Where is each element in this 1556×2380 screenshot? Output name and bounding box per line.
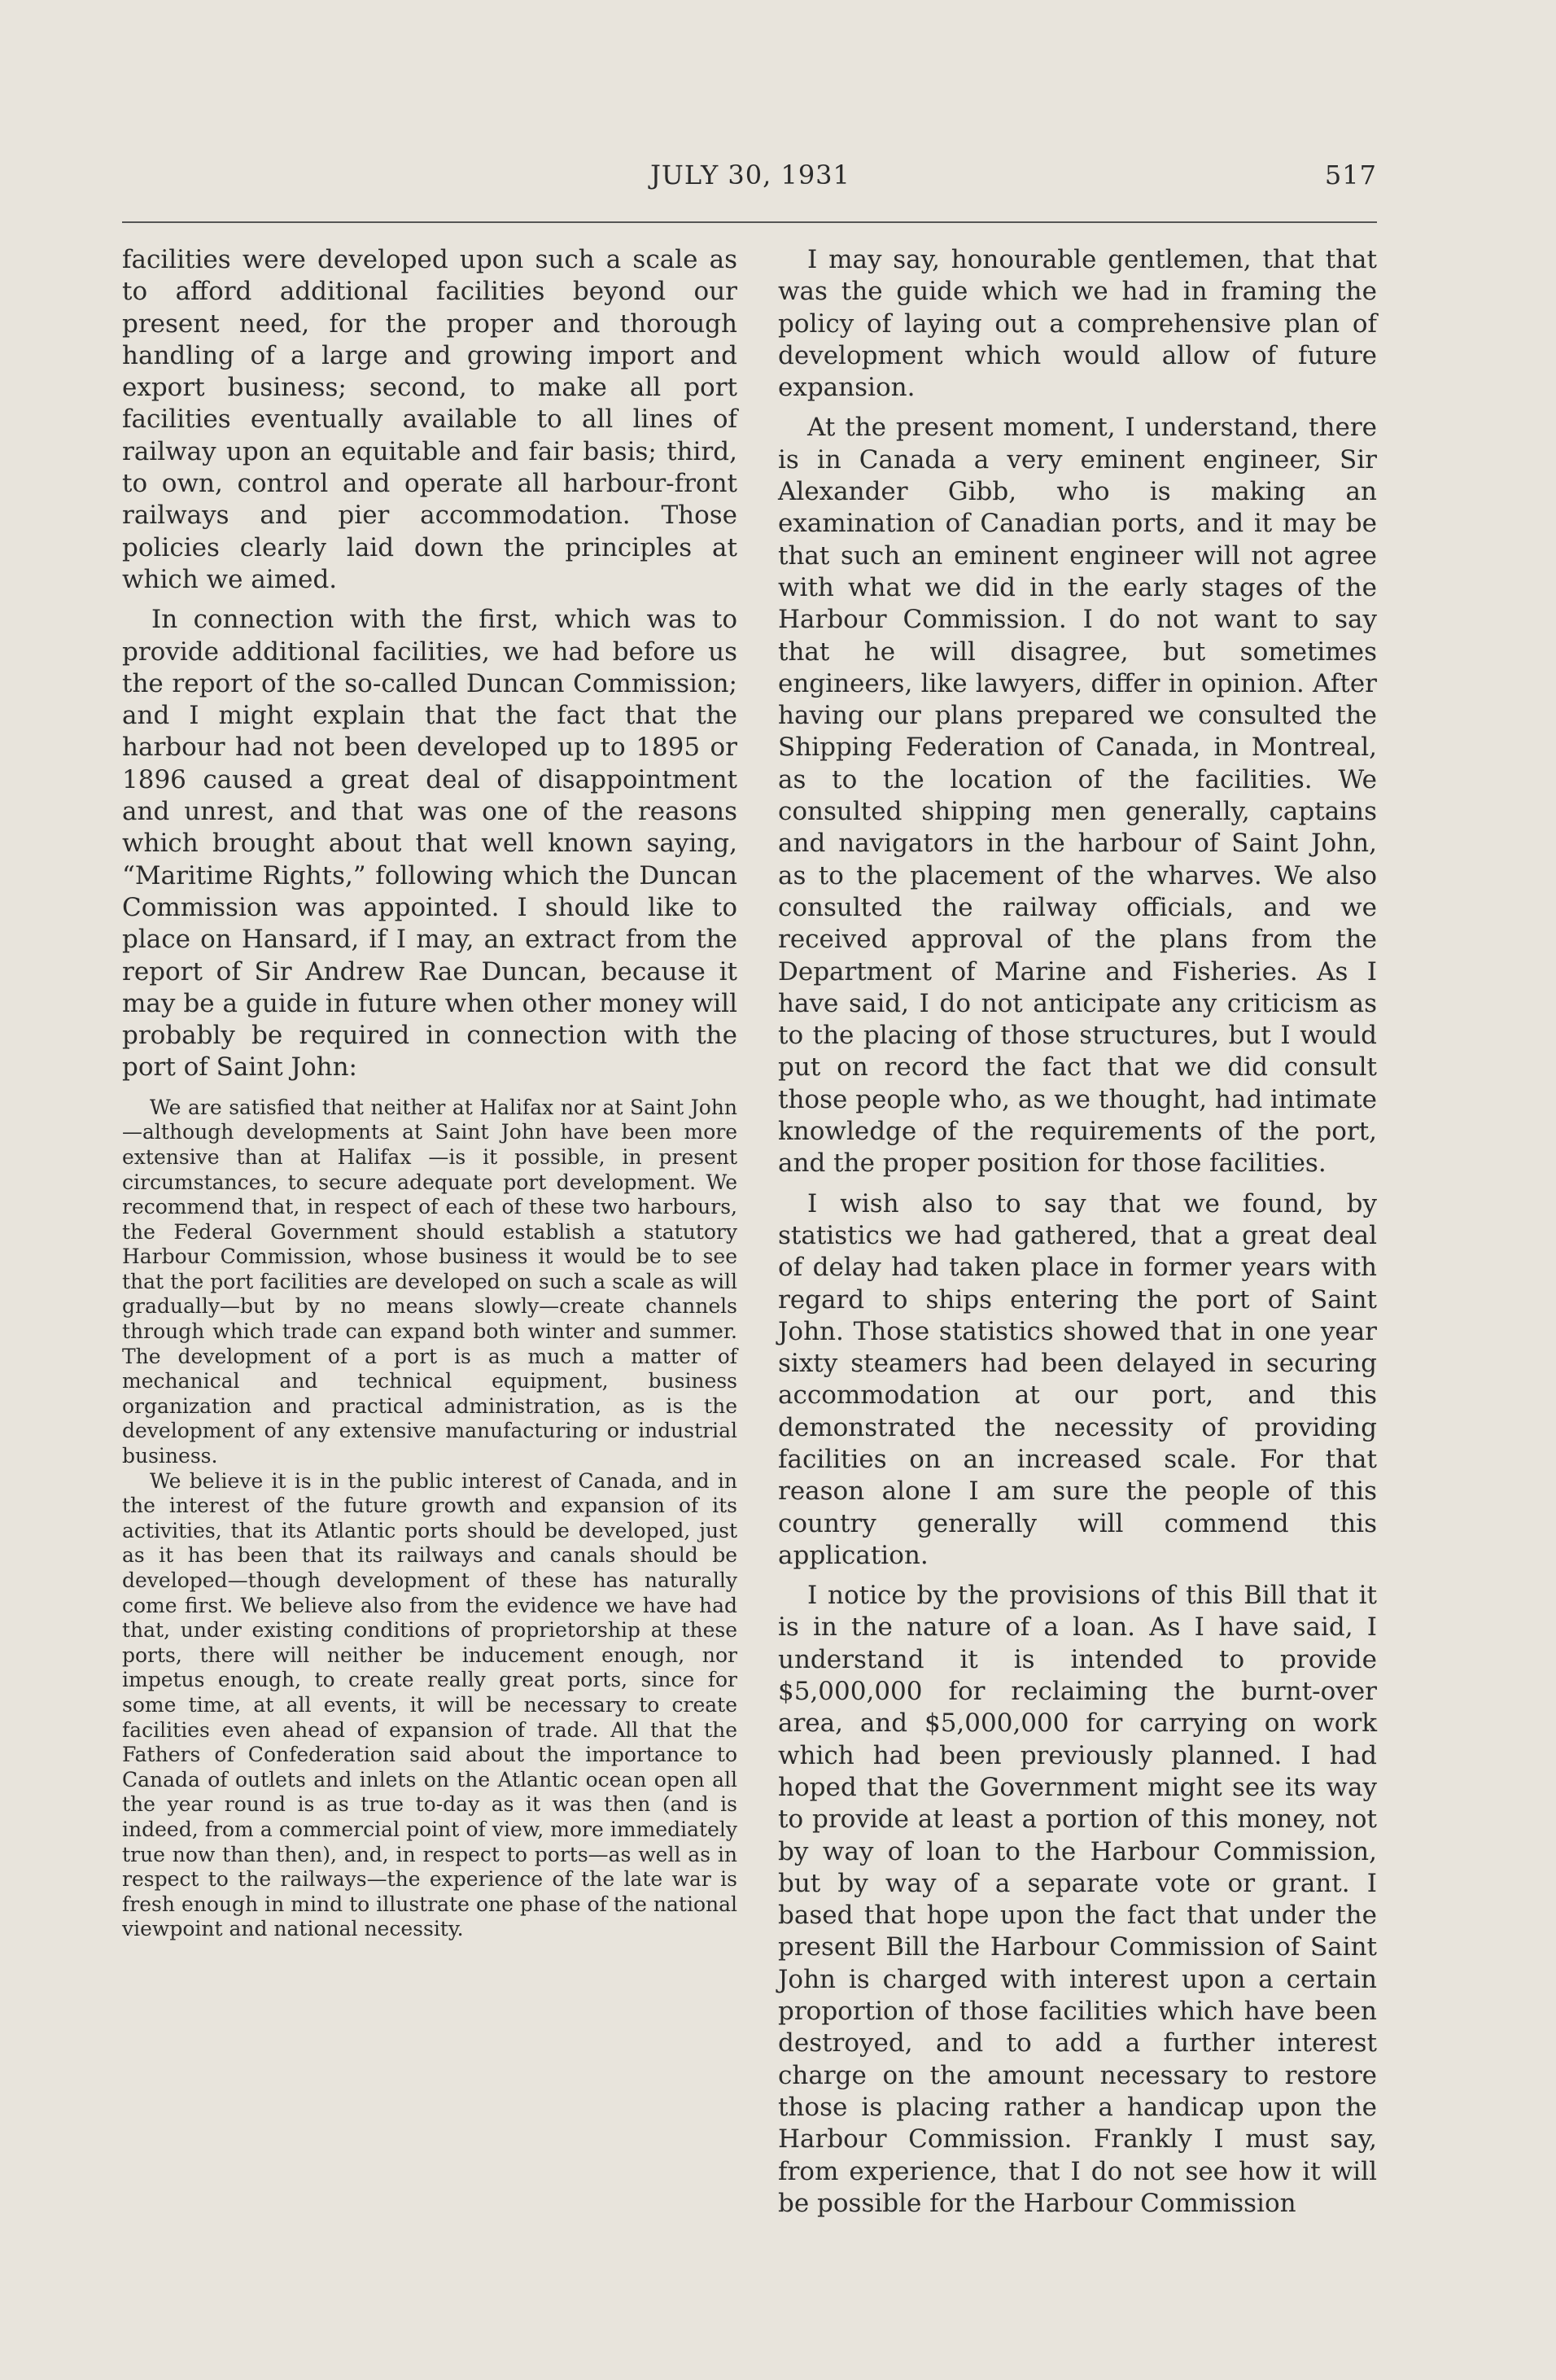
left-column (122, 244, 737, 1942)
quoted-extract-1: We are satisfied that neither at Halifax nor at Saint John—although developments at Saint John have been more extensive than at Halifax —is it possible, in present circumstances, to secure adequate port development. We recommend that, in respect of each of these two harbours, the Federal Government should establish a statutory Harbour Commission, whose business it would be to see that the port facilities are developed on such a scale as will gradually—but by no means slowly—create channels through which trade can expand both winter and summer. The development of a port is as much a matter of mechanical and technical equipment, business organization and practical administration, as is the development of any extensive manufacturing or industrial business. (122, 1095, 737, 1468)
right-paragraph-4: I notice by the provisions of this Bill that it is in the nature of a loan. As I have said, I understand it is intended to provide $5,000,000 for reclaiming the burnt-over area, and $5,000,000 for carrying on work which had been previously planned. I had hoped that the Government might see its way to provide at least a portion of this money, not by way of loan to the Harbour Commission, but by way of a separate vote or grant. I based that hope upon the fact that under the present Bill the Harbour Commission of Saint John is charged with interest upon a certain proportion of those facilities which have been destroyed, and to add a further interest charge on the amount necessary to restore those is placing rather a handicap upon the Harbour Commission. Frankly I must say, from experience, that I do not see how it will be possible for the Harbour Commission (778, 1581, 1377, 2218)
left-paragraph-1: facilities were developed upon such a scale as to afford additional facilities beyond our present need, for the proper and thorough handling of a large and growing import and export business; second, to make all port facilities eventually available to all lines of railway upon an equitable and fair basis; third, to own, control and operate all harbour-front railways and pier accommodation. Those policies clearly laid down the principles at which we aimed. (122, 245, 737, 594)
page-header (124, 160, 1377, 200)
right-paragraph-3: I wish also to say that we found, by statistics we had gathered, that a great deal of delay had taken place in former years with regard to ships entering the port of Saint John. Those statistics showed that in one year sixty steamers had been delayed in securing accommodation at our port, and this demonstrated the necessity of providing facilities on an increased scale. For that reason alone I am sure the people of this country generally will commend this application. (778, 1188, 1377, 1570)
header-rule (122, 221, 1377, 223)
header-date: JULY 30, 1931 (650, 160, 850, 190)
right-column (778, 244, 1377, 2220)
page-number: 517 (1324, 160, 1377, 190)
right-paragraph-1: I may say, honourable gentlemen, that that was the guide which we had in framing the policy of laying out a comprehensive plan of development which would allow of future expansion. (778, 245, 1377, 403)
quoted-extract-2: We believe it is in the public interest of Canada, and in the interest of the future growth and expansion of its activities, that its Atlantic ports should be developed, just as it has been that its railways and canals should be developed—though development of these has naturally come first. We believe also from the evidence we have had that, under existing conditions of proprietorship at these ports, there will neither be inducement enough, nor impetus enough, to create really great ports, since for some time, at all events, it will be necessary to create facilities even ahead of expansion of trade. All that the Fathers of Confederation said about the importance to Canada of outlets and inlets on the Atlantic ocean open all the year round is as true to-day as it was then (and is indeed, from a commercial point of view, more immediately true now than then), and, in respect to ports—as well as in respect to the railways—the experience of the late war is fresh enough in mind to illustrate one phase of the national viewpoint and national necessity. (122, 1468, 737, 1941)
right-paragraph-2: At the present moment, I understand, there is in Canada a very eminent engineer, Sir Alexander Gibb, who is making an examination of Canadian ports, and it may be that such an eminent engineer will not agree with what we did in the early stages of the Harbour Commission. I do not want to say that he will disagree, but sometimes engineers, like lawyers, differ in opinion. After having our plans prepared we consulted the Shipping Federation of Canada, in Montreal, as to the location of the facilities. We consulted shipping men generally, captains and navigators in the harbour of Saint John, as to the placement of the wharves. We also consulted the railway officials, and we received approval of the plans from the Department of Marine and Fisheries. As I have said, I do not anticipate any criticism as to the placing of those structures, but I would put on record the fact that we did consult those people who, as we thought, had intimate knowledge of the requirements of the port, and the proper position for those facilities. (778, 413, 1377, 1179)
left-paragraph-2: In connection with the first, which was to provide additional facilities, we had before us the report of the so-called Duncan Commission; and I might explain that the fact that the harbour had not been developed up to 1895 or 1896 caused a great deal of disappointment and unrest, and that was one of the reasons which brought about that well known saying, “Maritime Rights,” following which the Duncan Commission was appointed. I should like to place on Hansard, if I may, an extract from the report of Sir Andrew Rae Duncan, because it may be a guide in future when other money will probably be required in connection with the port of Saint John: (122, 605, 737, 1083)
